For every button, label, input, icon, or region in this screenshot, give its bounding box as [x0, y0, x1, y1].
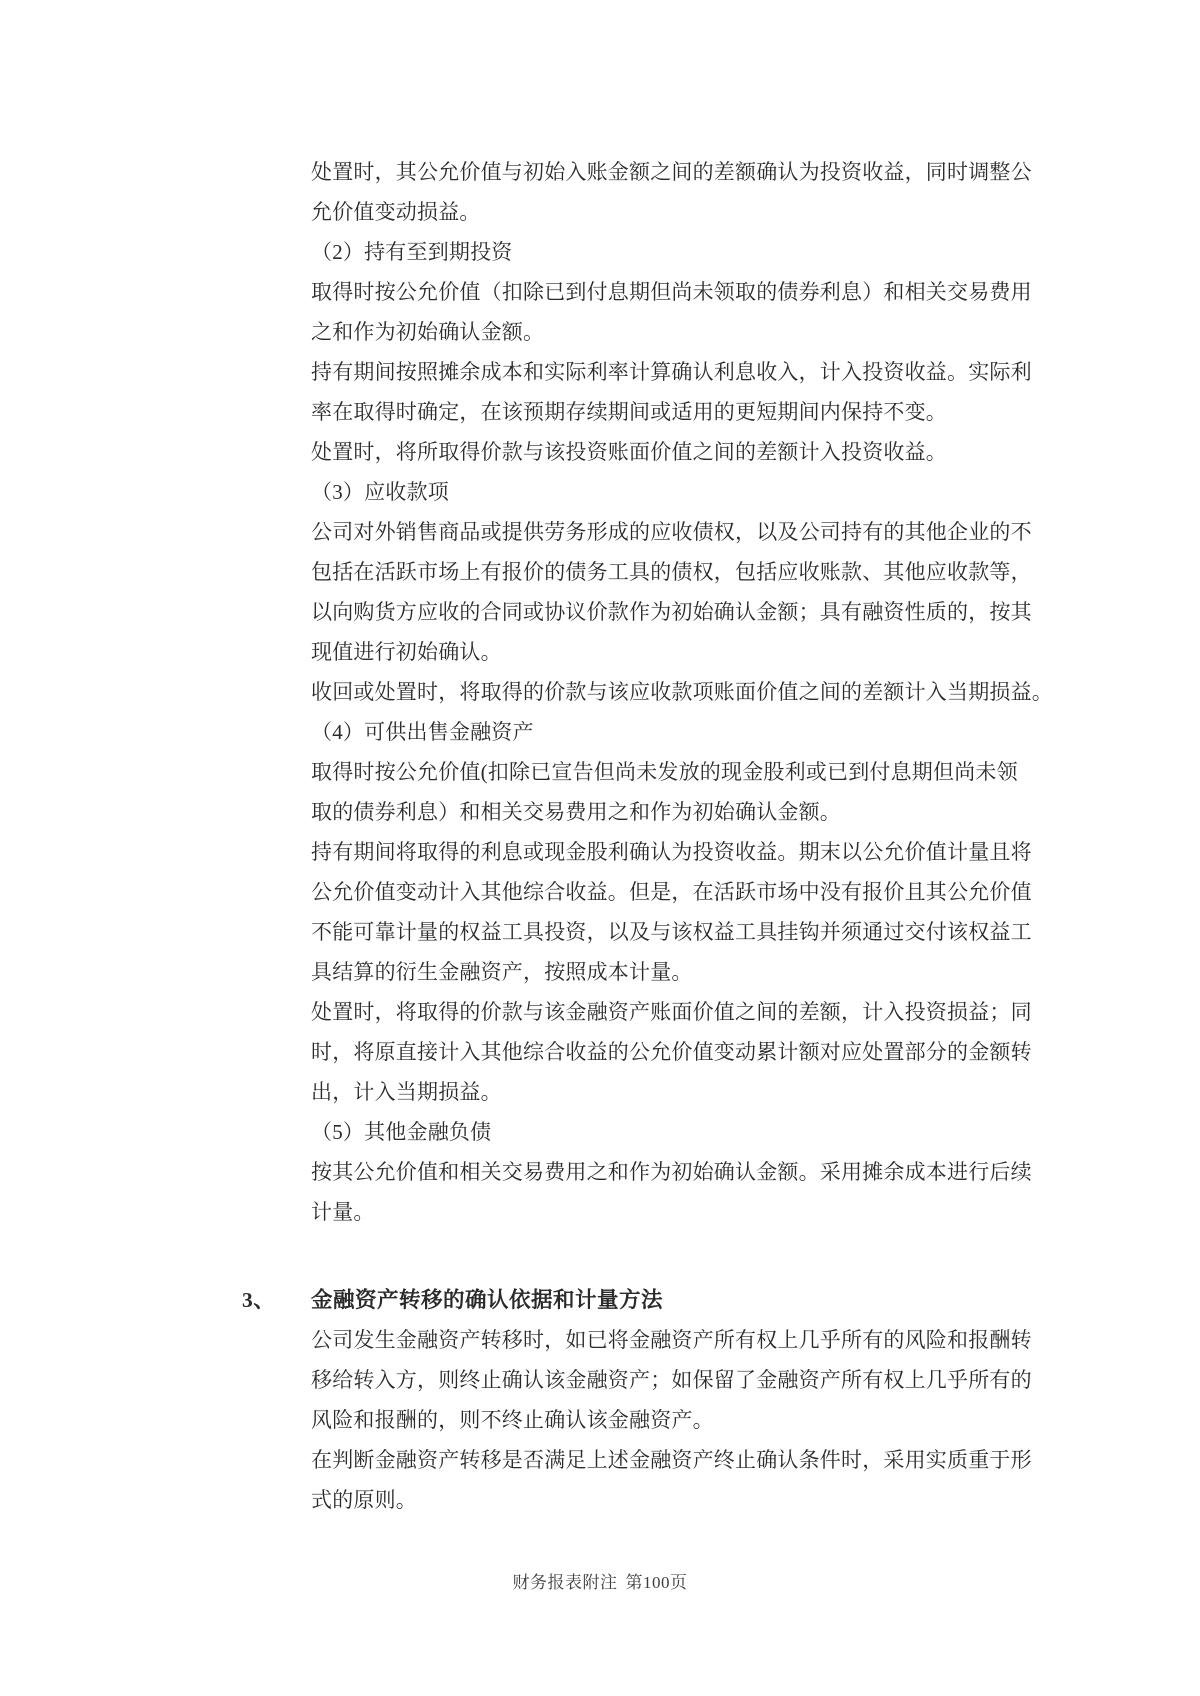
body-text-line: 率在取得时确定，在该预期存续期间或适用的更短期间内保持不变。: [311, 400, 947, 424]
body-text-line: 取得时按公允价值(扣除已宣告但尚未发放的现金股利或已到付息期但尚未领: [311, 760, 1018, 784]
body-text-line: 取的债券利息）和相关交易费用之和作为初始确认金额。: [311, 800, 841, 824]
footer-label: 财务报表附注: [512, 1573, 618, 1592]
body-text-line: 具结算的衍生金融资产，按照成本计量。: [311, 960, 693, 984]
section-3-heading: [242, 1280, 1027, 1320]
section-3-number: 3、: [242, 1288, 276, 1312]
body-text-line: 包括在活跃市场上有报价的债务工具的债权，包括应收账款、其他应收款等，: [311, 560, 1032, 584]
body-text-line: 处置时，其公允价值与初始入账金额之间的差额确认为投资收益，同时调整公: [311, 160, 1032, 184]
body-text-line: 处置时，将取得的价款与该金融资产账面价值之间的差额，计入投资损益；同: [311, 1000, 1032, 1024]
body-text-line: 取得时按公允价值（扣除已到付息期但尚未领取的债券利息）和相关交易费用: [311, 280, 1032, 304]
body-text-line: 移给转入方，则终止确认该金融资产；如保留了金融资产所有权上几乎所有的: [311, 1368, 1032, 1392]
body-text-line: 风险和报酬的，则不终止确认该金融资产。: [311, 1408, 714, 1432]
body-text-line: 公允价值变动计入其他综合收益。但是，在活跃市场中没有报价且其公允价值: [311, 880, 1032, 904]
body-text-line: 公司对外销售商品或提供劳务形成的应收债权，以及公司持有的其他企业的不: [311, 520, 1032, 544]
body-text-line: （2）持有至到期投资: [311, 240, 513, 264]
body-text-line: 持有期间将取得的利息或现金股利确认为投资收益。期末以公允价值计量且将: [311, 840, 1032, 864]
body-text-line: （3）应收款项: [311, 480, 449, 504]
note-body: [242, 152, 1053, 1520]
body-text-line: 式的原则。: [311, 1488, 417, 1512]
body-text-line: 以向购货方应收的合同或协议价款作为初始确认金额；具有融资性质的，按其: [311, 600, 1032, 624]
body-text-line: 收回或处置时，将取得的价款与该应收款项账面价值之间的差额计入当期损益。: [311, 680, 1053, 704]
body-text-line: 计量。: [311, 1200, 375, 1224]
body-text-line: 之和作为初始确认金额。: [311, 320, 545, 344]
section-3: [242, 1280, 1032, 1520]
body-text-line: 不能可靠计量的权益工具投资，以及与该权益工具挂钩并须通过交付该权益工: [311, 920, 1032, 944]
body-text-line: 持有期间按照摊余成本和实际利率计算确认利息收入，计入投资收益。实际利: [311, 360, 1032, 384]
body-text-line: 按其公允价值和相关交易费用之和作为初始确认金额。采用摊余成本进行后续: [311, 1160, 1032, 1184]
body-text-line: 公司发生金融资产转移时，如已将金融资产所有权上几乎所有的风险和报酬转: [311, 1328, 1032, 1352]
body-text-line: （5）其他金融负债: [311, 1120, 492, 1144]
body-text-line: 允价值变动损益。: [311, 200, 481, 224]
page-footer: [0, 1571, 1200, 1595]
body-text-line: 时，将原直接计入其他综合收益的公允价值变动累计额对应处置部分的金额转: [311, 1040, 1032, 1064]
section-3-title: 金融资产转移的确认依据和计量方法: [311, 1288, 664, 1312]
body-text-line: 处置时，将所取得价款与该投资账面价值之间的差额计入投资收益。: [311, 440, 947, 464]
footer-page-number: 第100页: [625, 1573, 688, 1592]
body-text-line: （4）可供出售金融资产: [311, 720, 534, 744]
body-text-line: 出，计入当期损益。: [311, 1080, 502, 1104]
body-text-line: 在判断金融资产转移是否满足上述金融资产终止确认条件时，采用实质重于形: [311, 1448, 1032, 1472]
body-text-line: 现值进行初始确认。: [311, 640, 502, 664]
